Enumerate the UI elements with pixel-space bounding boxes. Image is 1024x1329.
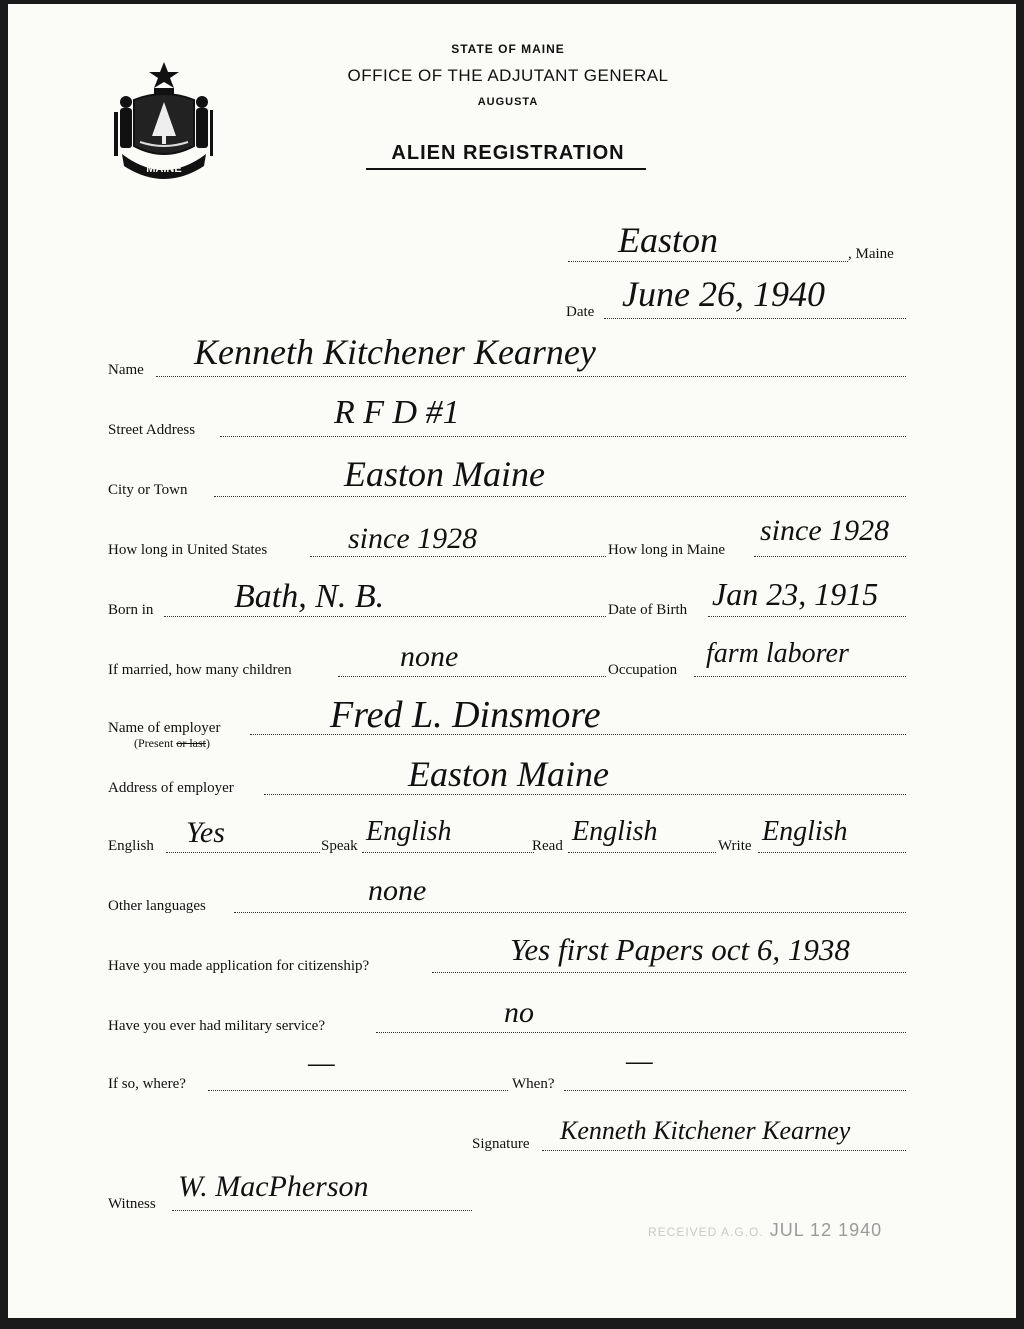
date-of-birth-label: Date of Birth <box>608 602 688 618</box>
header-office: OFFICE OF THE ADJUTANT GENERAL <box>347 66 669 85</box>
how-long-us-line <box>310 556 606 557</box>
employer-address-label: Address of employer <box>108 780 234 796</box>
english-line <box>166 852 320 853</box>
occupation-value: farm laborer <box>706 638 849 669</box>
name-label: Name <box>108 362 144 378</box>
registration-form <box>8 4 1016 1318</box>
name-value: Kenneth Kitchener Kearney <box>194 332 596 372</box>
how-long-maine-value: since 1928 <box>760 514 890 547</box>
how-long-us-label: How long in United States <box>108 542 268 558</box>
where-label: If so, where? <box>108 1076 186 1092</box>
when-value: — <box>626 1044 653 1077</box>
how-long-us-value: since 1928 <box>348 522 478 555</box>
date-value: June 26, 1940 <box>622 274 825 314</box>
maine-label: , Maine <box>848 246 894 262</box>
speak-label: Speak <box>321 838 358 854</box>
occupation-line <box>694 676 906 677</box>
english-label: English <box>108 838 154 854</box>
form-title: ALIEN REGISTRATION <box>391 142 625 164</box>
military-value: no <box>504 996 534 1029</box>
signature-label: Signature <box>472 1136 530 1152</box>
where-line <box>208 1090 508 1091</box>
employer-address-line <box>264 794 906 795</box>
other-languages-line <box>234 912 906 913</box>
write-label: Write <box>718 838 752 854</box>
where-value: — <box>308 1046 335 1079</box>
military-label: Have you ever had military service? <box>108 1018 325 1034</box>
date-of-birth-value: Jan 23, 1915 <box>712 576 879 612</box>
received-stamp: RECEIVED A.G.O. JUL 12 1940 <box>648 1220 883 1240</box>
street-value: R F D #1 <box>334 394 460 431</box>
employer-present-note: (Present or last) <box>134 736 210 750</box>
city-town-label: City or Town <box>108 482 188 498</box>
witness-label: Witness <box>108 1196 156 1212</box>
other-languages-value: none <box>368 874 427 907</box>
employer-address-value: Easton Maine <box>408 754 609 794</box>
name-line <box>156 376 906 377</box>
children-value: none <box>400 640 459 673</box>
children-label: If married, how many children <box>108 662 292 678</box>
title-underline <box>366 168 646 170</box>
maine-seal-icon <box>108 58 220 186</box>
other-languages-label: Other languages <box>108 898 206 914</box>
city-town-line <box>214 496 906 497</box>
street-line <box>220 436 906 437</box>
seal-banner-text: MAINE <box>146 163 182 175</box>
read-value: English <box>572 816 658 847</box>
citizenship-label: Have you made application for citizenship? <box>108 958 370 974</box>
born-in-label: Born in <box>108 602 154 618</box>
write-line <box>758 852 906 853</box>
write-value: English <box>762 816 848 847</box>
date-label: Date <box>566 304 595 320</box>
read-label: Read <box>532 838 563 854</box>
english-value: Yes <box>186 816 225 849</box>
military-line <box>376 1032 906 1033</box>
how-long-maine-line <box>754 556 906 557</box>
city-town-value: Easton Maine <box>344 454 545 494</box>
street-label: Street Address <box>108 422 196 438</box>
speak-value: English <box>366 816 452 847</box>
born-in-line <box>164 616 606 617</box>
signature-line <box>542 1150 906 1151</box>
when-label: When? <box>512 1076 555 1092</box>
born-in-value: Bath, N. B. <box>234 578 385 615</box>
header-city: AUGUSTA <box>477 96 539 108</box>
read-line <box>568 852 716 853</box>
when-line <box>564 1090 906 1091</box>
date-line <box>604 318 906 319</box>
place-value: Easton <box>618 220 719 260</box>
place-line <box>568 261 848 262</box>
witness-line <box>172 1210 472 1211</box>
signature-value: Kenneth Kitchener Kearney <box>560 1116 851 1145</box>
date-of-birth-line <box>708 616 906 617</box>
header-state: STATE OF MAINE <box>451 42 565 56</box>
citizenship-line <box>432 972 906 973</box>
occupation-label: Occupation <box>608 662 678 678</box>
citizenship-value: Yes first Papers oct 6, 1938 <box>510 932 850 967</box>
employer-name-value: Fred L. Dinsmore <box>330 694 601 736</box>
how-long-maine-label: How long in Maine <box>608 542 726 558</box>
children-line <box>338 676 606 677</box>
speak-line <box>362 852 534 853</box>
witness-value: W. MacPherson <box>178 1170 369 1203</box>
employer-name-label: Name of employer <box>108 720 221 736</box>
